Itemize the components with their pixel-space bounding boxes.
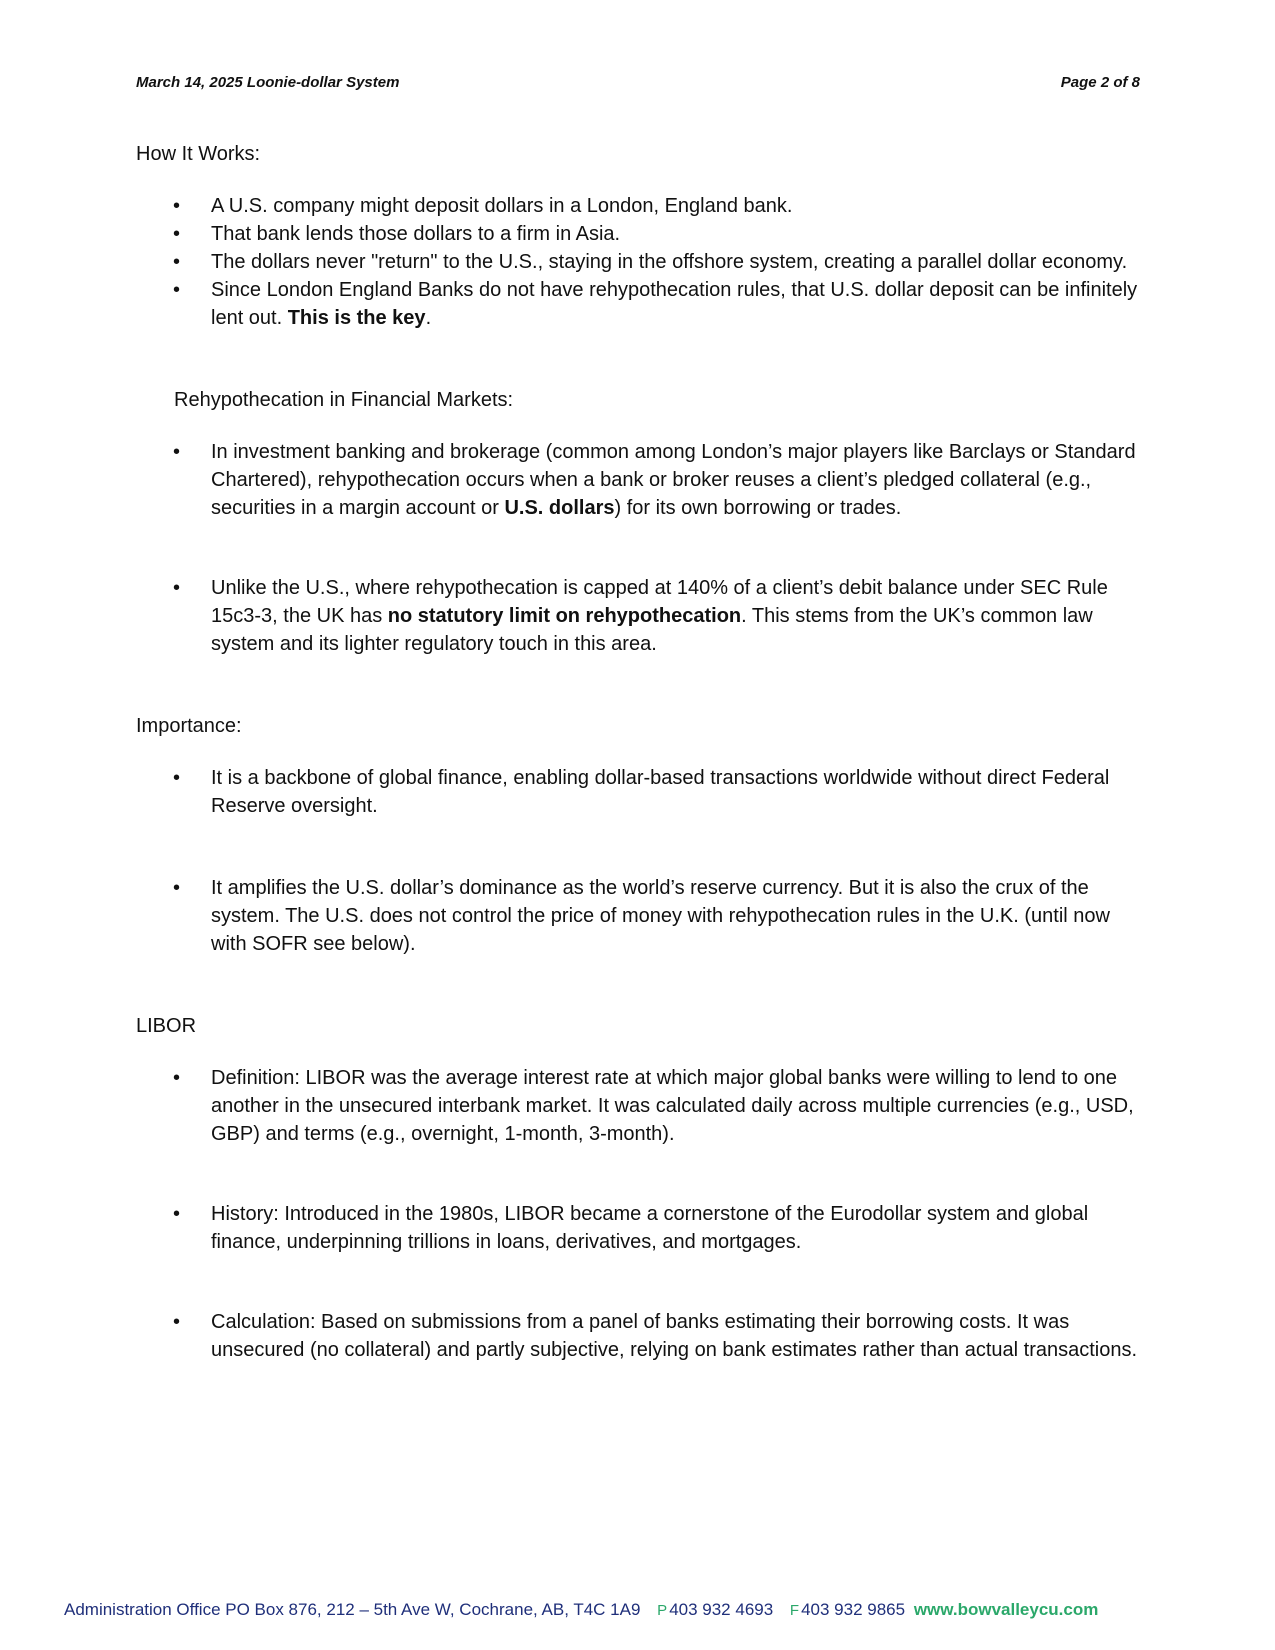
bullet-text: Since London England Banks do not have rehypothecation rules, that U.S. dollar deposit can be infinitely lent out. [211, 279, 1138, 329]
libor-list [136, 1064, 1140, 1364]
bullet-end: . [425, 307, 432, 329]
page-footer [64, 1600, 1214, 1620]
how-it-works-heading: How It Works: [136, 143, 261, 165]
bullet-emphasis: no statutory limit on rehypothecation [387, 605, 742, 627]
rehypothecation-heading: Rehypothecation in Financial Markets: [174, 389, 514, 411]
bullet-text: In investment banking and brokerage (common among London’s major players like Barclays or Standard Chartered), rehypothecation occurs when a bank or broker reuses a client’s pledged collateral (e.g., securities in a margin account or [211, 441, 1136, 519]
list-item: • A U.S. company might deposit dollars in a London, England bank. [136, 192, 1140, 220]
list-item: • It amplifies the U.S. dollar’s dominance as the world’s reserve currency. But it is also the crux of the system. The U.S. does not control the price of money with rehypothecation rules in the U.K. (until now with SOFR see below). [136, 874, 1140, 958]
list-item [136, 574, 1140, 658]
how-it-works-list [136, 192, 1140, 332]
list-item: • History: Introduced in the 1980s, LIBOR became a cornerstone of the Eurodollar system and global finance, underpinning trillions in loans, derivatives, and mortgages. [136, 1200, 1140, 1256]
list-item: • The dollars never "return" to the U.S., staying in the offshore system, creating a parallel dollar economy. [136, 248, 1140, 276]
page-number: Page 2 of 8 [1060, 74, 1140, 91]
phone-label: P [657, 1602, 668, 1619]
bullet-end: . This stems from the UK’s common law system and its lighter regulatory touch in this area. [211, 605, 1093, 655]
importance-list [136, 764, 1140, 958]
bullet-emphasis: This is the key [287, 307, 426, 329]
list-item: • Calculation: Based on submissions from a panel of banks estimating their borrowing costs. It was unsecured (no collateral) and partly subjective, relying on bank estimates rather than actual transactions. [136, 1308, 1140, 1364]
page-header [136, 74, 1140, 91]
list-item: • Definition: LIBOR was the average interest rate at which major global banks were willing to lend to one another in the unsecured interbank market. It was calculated daily across multiple currencies (e.g., USD, GBP) and terms (e.g., overnight, 1-month, 3-month). [136, 1064, 1140, 1148]
bullet-text: Unlike the U.S., where rehypothecation is capped at 140% of a client’s debit balance under SEC Rule 15c3-3, the UK has [211, 577, 1108, 627]
bullet-emphasis: U.S. dollars [504, 497, 615, 519]
fax-label: F [789, 1602, 800, 1619]
list-item: • It is a backbone of global finance, enabling dollar-based transactions worldwide without direct Federal Reserve oversight. [136, 764, 1140, 820]
footer-website-link[interactable]: www.bowvalleycu.com [913, 1600, 1099, 1619]
footer-fax: 403 932 9865 [801, 1600, 906, 1619]
document-body [136, 140, 1140, 1364]
footer-address: Administration Office PO Box 876, 212 – 5th Ave W, Cochrane, AB, T4C 1A9 [64, 1600, 641, 1619]
libor-heading: LIBOR [136, 1015, 197, 1037]
bullet-end: ) for its own borrowing or trades. [614, 497, 902, 519]
footer-phone: 403 932 4693 [669, 1600, 774, 1619]
header-title: March 14, 2025 Loonie-dollar System [136, 74, 400, 91]
importance-heading: Importance: [136, 715, 242, 737]
list-item [136, 276, 1140, 332]
list-item: • That bank lends those dollars to a firm in Asia. [136, 220, 1140, 248]
list-item [136, 438, 1140, 522]
rehypothecation-list [136, 438, 1140, 658]
